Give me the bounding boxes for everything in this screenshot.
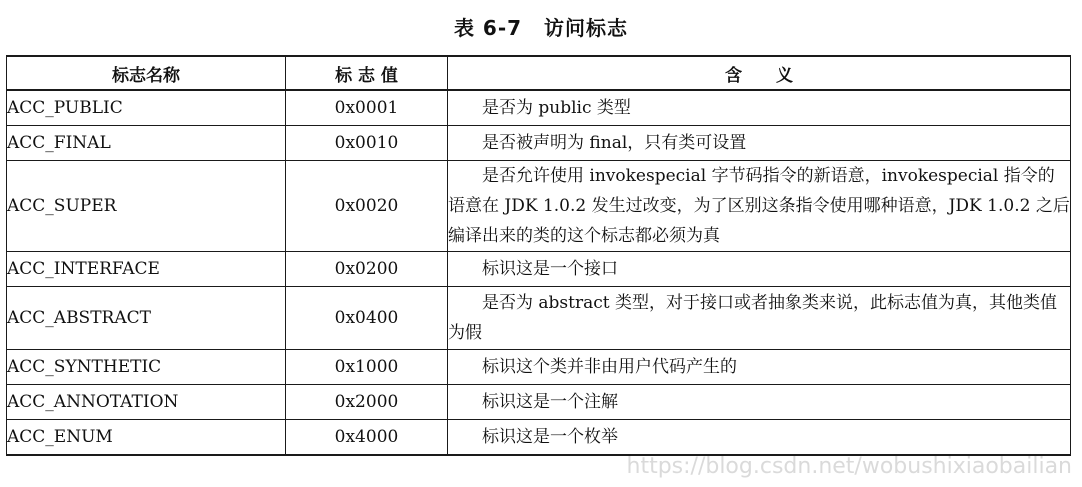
table-caption bbox=[0, 12, 1082, 41]
flag-name-cell: ACC_INTERFACE bbox=[7, 252, 286, 287]
table-number: 表 6-7 bbox=[453, 16, 523, 40]
flag-meaning-cell: 标识这是一个接口 bbox=[448, 252, 1071, 287]
flag-value-cell: 0x0020 bbox=[286, 161, 448, 252]
table-row bbox=[7, 287, 1071, 350]
flag-name-cell: ACC_ANNOTATION bbox=[7, 385, 286, 420]
flag-meaning-cell: 是否被声明为 final，只有类可设置 bbox=[448, 126, 1071, 161]
flag-value-cell: 0x0001 bbox=[286, 90, 448, 126]
table-header-row bbox=[7, 56, 1071, 90]
flag-value-cell: 0x0400 bbox=[286, 287, 448, 350]
table-row bbox=[7, 385, 1071, 420]
access-flags-table bbox=[6, 55, 1071, 456]
flag-meaning-cell: 是否为 public 类型 bbox=[448, 90, 1071, 126]
table-row bbox=[7, 252, 1071, 287]
flag-meaning-cell: 标识这个类并非由用户代码产生的 bbox=[448, 350, 1071, 385]
table-row bbox=[7, 90, 1071, 126]
watermark-text: https://blog.csdn.net/wobushixiaobailian bbox=[626, 454, 1072, 479]
table-row bbox=[7, 161, 1071, 252]
header-flag-name: 标志名称 bbox=[7, 56, 286, 90]
flag-meaning-cell: 标识这是一个枚举 bbox=[448, 420, 1071, 456]
flag-value-cell: 0x1000 bbox=[286, 350, 448, 385]
table-title: 访问标志 bbox=[544, 16, 629, 40]
flag-value-cell: 0x0010 bbox=[286, 126, 448, 161]
flag-value-cell: 0x0200 bbox=[286, 252, 448, 287]
table-row bbox=[7, 420, 1071, 456]
flag-value-cell: 0x4000 bbox=[286, 420, 448, 456]
flag-name-cell: ACC_SYNTHETIC bbox=[7, 350, 286, 385]
flag-name-cell: ACC_SUPER bbox=[7, 161, 286, 252]
header-flag-value: 标 志 值 bbox=[286, 56, 448, 90]
flag-value-cell: 0x2000 bbox=[286, 385, 448, 420]
flag-name-cell: ACC_ENUM bbox=[7, 420, 286, 456]
flag-meaning-cell: 标识这是一个注解 bbox=[448, 385, 1071, 420]
table-row bbox=[7, 126, 1071, 161]
flag-name-cell: ACC_FINAL bbox=[7, 126, 286, 161]
flag-name-cell: ACC_PUBLIC bbox=[7, 90, 286, 126]
flag-name-cell: ACC_ABSTRACT bbox=[7, 287, 286, 350]
table-row bbox=[7, 350, 1071, 385]
header-meaning: 含 义 bbox=[448, 56, 1071, 90]
flag-meaning-cell: 是否允许使用 invokespecial 字节码指令的新语意，invokespecial 指令的语意在 JDK 1.0.2 发生过改变，为了区别这条指令使用哪种语意，JDK 1.0.2 之后编译出来的类的这个标志都必须为真 bbox=[448, 161, 1071, 252]
flag-meaning-cell: 是否为 abstract 类型，对于接口或者抽象类来说，此标志值为真，其他类值为假 bbox=[448, 287, 1071, 350]
